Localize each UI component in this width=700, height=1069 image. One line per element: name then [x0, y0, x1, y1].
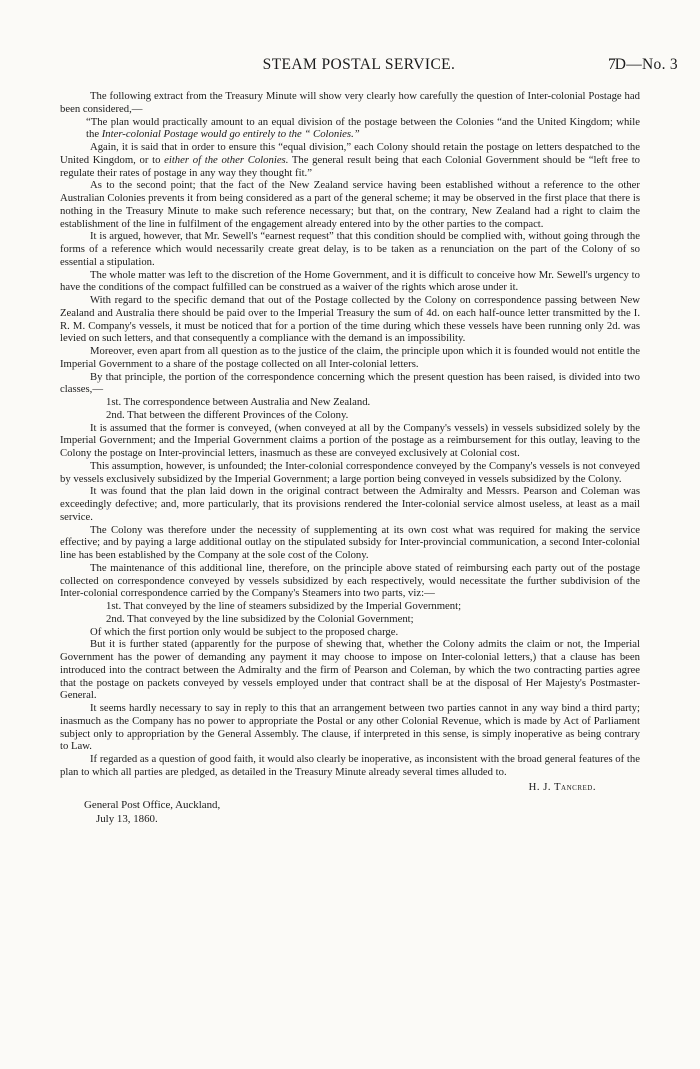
paragraph	[60, 141, 640, 179]
list-item: 1st. That conveyed by the line of steamers subsidized by the Imperial Government;	[106, 600, 462, 612]
date-line: July 13, 1860.	[96, 812, 158, 825]
page-title: STEAM POSTAL SERVICE.	[262, 56, 456, 73]
paragraph-text: Again, it is said that in order to ensure this “equal division,” each Colony should retain the postage on letters despatched to the United Kingdom, or to	[60, 141, 640, 166]
paragraph: It was found that the plan laid down in the original contract between the Admiralty and Messrs. Pearson and Coleman was exceedingly defective; and, more particularly, that its provisions rendered the Inter-colonial service almost useless, at least as a mail service.	[60, 485, 640, 523]
paragraph: It is argued, however, that Mr. Sewell's “earnest request” that this condition should be complied with, without going through the forms of a reference which would necessarily create great delay, is to be taken as a renunciation on the part of the Colony of so essential a stipulation.	[60, 230, 640, 268]
office-line: General Post Office, Auckland,	[84, 799, 221, 812]
paragraph: The maintenance of this additional line, therefore, on the principle above stated of reimbursing each party out of the postage collected on correspondence conveyed by vessels subsidized by each respectively, would necessitate the further subdivision of the Inter-colonial correspondence carried by the Company's Steamers into two parts, viz:—	[60, 561, 640, 600]
paragraph-text: The general result being that each Colonial Government should be “left free to regulate their rates of postage in any way they thought fit.”	[60, 153, 641, 179]
paragraph: The following extract from the Treasury Minute will show very clearly how carefully the question of Inter-colonial Postage had been considered,—	[60, 90, 640, 115]
paragraph: This assumption, however, is unfounded; the Inter-colonial correspondence conveyed by the Company's vessels is not conveyed by vessels exclusively subsidized by the Imperial Government; a large portion being conveyed in vessels subsidized by the Colony.	[60, 459, 640, 485]
quotation-italic-text: Inter-colonial Postage would go entirely to the “ Colonies.”	[101, 128, 360, 141]
document-body	[60, 90, 640, 826]
paragraph: By that principle, the portion of the correspondence concerning which the present question has been raised, is divided into two classes,—	[60, 370, 640, 396]
list-item: 2nd. That between the different Provinces of the Colony.	[106, 408, 349, 421]
paragraph: Moreover, even apart from all question as to the justice of the claim, the principle upon which it is founded would not entitle the Imperial Government to a share of the postage collected on all Inter-colonial letters.	[60, 345, 640, 370]
paragraph: The Colony was therefore under the necessity of supplementing at its own cost what was required for making the service effective; and by paying a large additional outlay on the stipulated subsidy for Inter-provincial communication, a second Inter-colonial line has been established by the Company at the sole cost of the Colony.	[60, 523, 640, 561]
paragraph: The whole matter was left to the discretion of the Home Government, and it is difficult to conceive how Mr. Sewell's urgency to have the conditions of the compact fulfilled can be construed as a waiver of the rights which arose under it.	[60, 268, 640, 294]
quotation-text: “The plan would practically amount to an equal division of the postage between the Colonies “and the United Kingdom; while the	[86, 115, 640, 141]
paragraph: As to the second point; that the fact of the New Zealand service having been established without a reference to the other Australian Colonies prevents it from being considered as a part of the general scheme; it may be observed in the first place that there is nothing in the Treasury Minute to make such reference necessary; but that, on the contrary, New Zealand had a right to claim the establishment of the line in fulfilment of the engagement already entered into by the other parties to the compact.	[60, 179, 640, 230]
paragraph: With regard to the specific demand that out of the Postage collected by the Colony on correspondence passing between New Zealand and Australia there should be paid over to the Imperial Treasury the sum of 4d. on each half-ounce letter transmitted by the I. R. M. Company's vessels, it must be noticed that for a portion of the time during which these vessels have been running only 2d. was levied on such letters, and that consequently a compliance with the demand is an impossibility.	[60, 294, 640, 345]
page-number: 7	[608, 56, 616, 73]
sender-address	[60, 799, 640, 826]
list-item: 2nd. That conveyed by the line subsidized by the Colonial Government;	[106, 612, 414, 625]
paragraph: If regarded as a question of good faith, it would also clearly be inoperative, as inconsistent with the broad general features of the plan to which all parties are pledged, as detailed in the Treasury Minute already several times alluded to.	[60, 753, 640, 778]
paragraph: It seems hardly necessary to say in reply to this that an arrangement between two parties cannot in any way bind a third party; inasmuch as the Company has no power to appropriate the Postal or any other Colonial Revenue, which is made by Act of Parliament subject only to appropriation by the General Assembly. The clause, if interpreted in this sense, is simply inoperative as being contrary to Law.	[60, 702, 640, 753]
quotation	[60, 116, 640, 142]
signature: H. J. Tancred.	[528, 780, 596, 793]
paragraph: But it is further stated (apparently for the purpose of shewing that, whether the Colony admits the claim or not, the Imperial Government has the power of demanding any payment it may choose to impose on Inter-colonial letters,) that a clause has been introduced into the contract between the Admiralty and the firm of Pearson and Coleman, by which the two contracting parties agree that the postage on packets conveyed by vessels employed under that contract shall be at the disposal of Her Majesty's Postmaster-General.	[60, 638, 640, 702]
paragraph: Of which the first portion only would be subject to the proposed charge.	[90, 625, 399, 638]
document-reference: D—No. 3	[614, 56, 678, 73]
page-header	[40, 56, 678, 76]
paragraph: It is assumed that the former is conveyed, (when conveyed at all by the Company's vessels) in vessels subsidized solely by the Imperial Government; and the Imperial Government claims a portion of the postage as a reimbursement for this outlay, leaving to the Colony the postage on Inter-provincial letters, inasmuch as these are conveyed exclusively at Colonial cost.	[60, 421, 640, 459]
paragraph-italic-text: either of the other Colonies.	[164, 153, 289, 166]
list-item: 1st. The correspondence between Australia and New Zealand.	[106, 396, 371, 408]
